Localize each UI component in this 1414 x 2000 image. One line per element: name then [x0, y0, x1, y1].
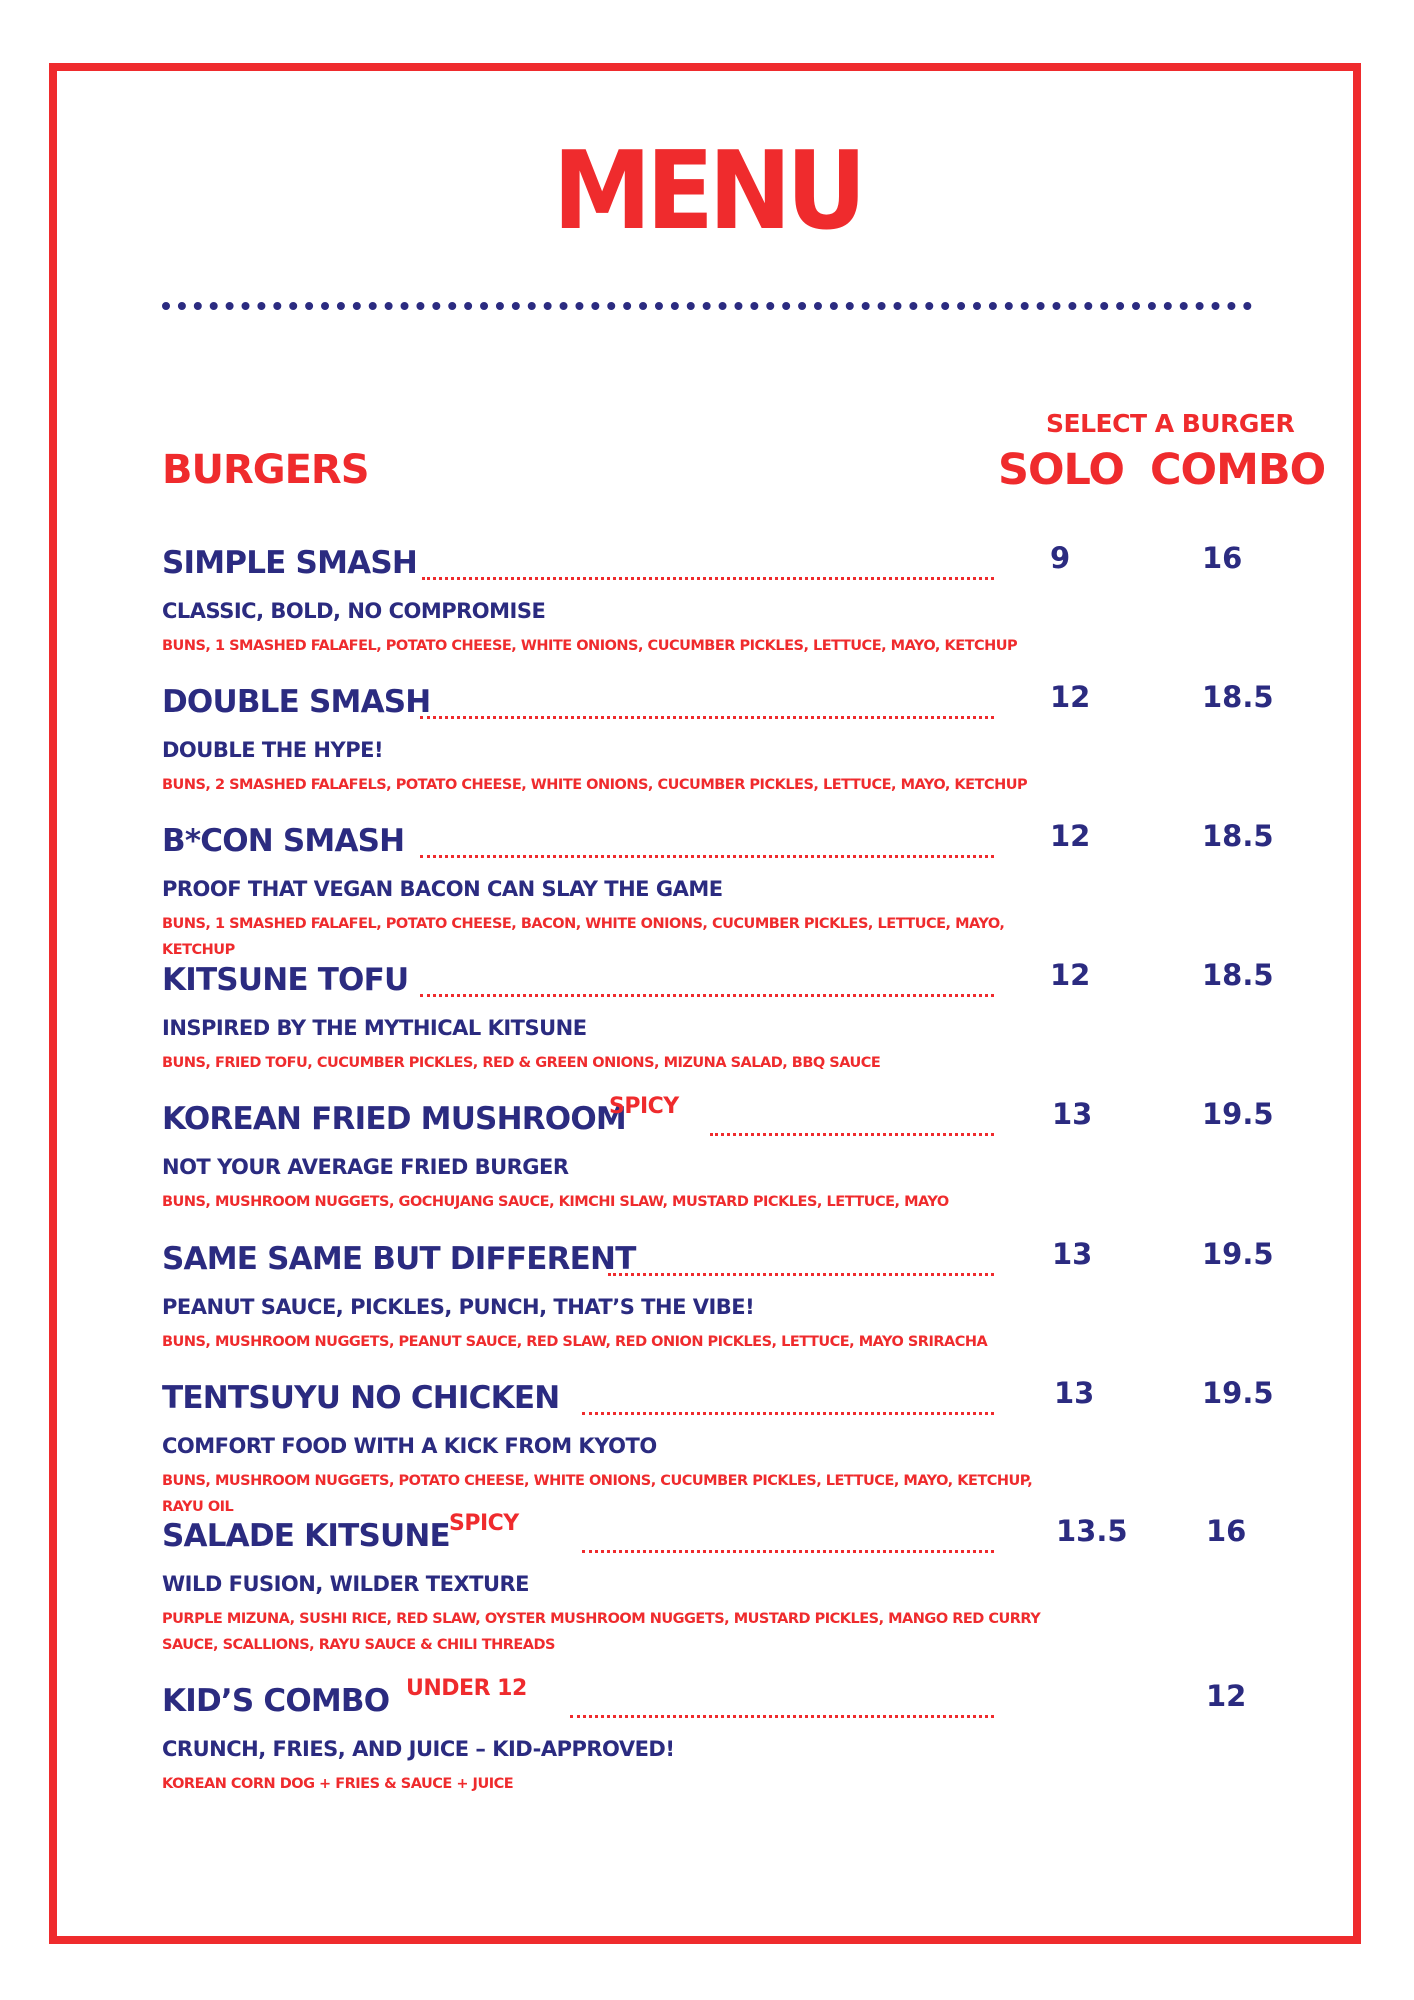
price-combo: 16	[1206, 1514, 1247, 1548]
item-tagline: DOUBLE THE HYPE!	[162, 738, 384, 762]
item-tag: UNDER 12	[406, 1676, 527, 1701]
menu-item	[162, 958, 1312, 1103]
section-title-burgers: BURGERS	[162, 447, 369, 493]
price-solo: 12	[1050, 958, 1091, 992]
price-solo: 13.5	[1056, 1514, 1128, 1548]
menu-item	[162, 541, 1312, 686]
menu-item	[162, 1237, 1312, 1382]
dotted-leader	[710, 1128, 994, 1136]
price-combo: 19.5	[1202, 1376, 1274, 1410]
item-ingredients: BUNS, 2 SMASHED FALAFELS, POTATO CHEESE, WHITE ONIONS, CUCUMBER PICKLES, LETTUCE, MAYO, KETCHUP	[162, 777, 1028, 793]
price-combo: 18.5	[1202, 958, 1274, 992]
price-combo: 16	[1202, 541, 1243, 575]
item-tag: SPICY	[609, 1094, 679, 1119]
item-ingredients: BUNS, 1 SMASHED FALAFEL, POTATO CHEESE, BACON, WHITE ONIONS, CUCUMBER PICKLES, LETTUCE, MAYO, KETCHUP	[162, 916, 1005, 958]
menu-item	[162, 1376, 1312, 1521]
dotted-leader	[420, 850, 994, 858]
item-ingredients: BUNS, MUSHROOM NUGGETS, PEANUT SAUCE, RED SLAW, RED ONION PICKLES, LETTUCE, MAYO SRIRACHA	[162, 1334, 988, 1350]
column-header-combo: COMBO	[1150, 445, 1326, 495]
item-name: SALADE KITSUNE	[162, 1518, 450, 1554]
price-solo: 12	[1050, 819, 1091, 853]
item-tagline: CLASSIC, BOLD, NO COMPROMISE	[162, 599, 546, 623]
dotted-leader	[608, 1268, 994, 1276]
item-tagline: PROOF THAT VEGAN BACON CAN SLAY THE GAME	[162, 877, 723, 901]
price-solo: 13	[1052, 1237, 1093, 1271]
item-name: KOREAN FRIED MUSHROOM	[162, 1101, 626, 1137]
item-tagline: WILD FUSION, WILDER TEXTURE	[162, 1572, 530, 1596]
item-ingredients: KOREAN CORN DOG + FRIES & SAUCE + JUICE	[162, 1776, 514, 1792]
item-ingredients: BUNS, MUSHROOM NUGGETS, GOCHUJANG SAUCE, KIMCHI SLAW, MUSTARD PICKLES, LETTUCE, MAYO	[162, 1194, 949, 1210]
item-tagline: NOT YOUR AVERAGE FRIED BURGER	[162, 1155, 569, 1179]
dotted-leader	[582, 1407, 994, 1415]
item-name: SAME SAME BUT DIFFERENT	[162, 1241, 636, 1277]
item-ingredients: BUNS, 1 SMASHED FALAFEL, POTATO CHEESE, WHITE ONIONS, CUCUMBER PICKLES, LETTUCE, MAYO, KETCHUP	[162, 638, 1018, 654]
dotted-divider	[162, 302, 1252, 316]
dotted-leader	[420, 989, 994, 997]
menu-item	[162, 819, 1312, 964]
item-ingredients: BUNS, MUSHROOM NUGGETS, POTATO CHEESE, WHITE ONIONS, CUCUMBER PICKLES, LETTUCE, MAYO, KETCHUP, RAYU OIL	[162, 1473, 1033, 1515]
item-tagline: CRUNCH, FRIES, AND JUICE – KID-APPROVED!	[162, 1737, 675, 1761]
item-name: KITSUNE TOFU	[162, 962, 409, 998]
menu-title: MENU	[552, 129, 862, 254]
item-name: SIMPLE SMASH	[162, 545, 417, 581]
item-name: B*CON SMASH	[162, 823, 405, 859]
item-ingredients: PURPLE MIZUNA, SUSHI RICE, RED SLAW, OYSTER MUSHROOM NUGGETS, MUSTARD PICKLES, MANGO RED CURRY SAUCE, SCALLIONS, RAYU SAUCE & CHILI THREADS	[162, 1611, 1041, 1653]
menu-item	[162, 1511, 1312, 1659]
select-burger-label: SELECT A BURGER	[1046, 409, 1295, 438]
dotted-leader	[422, 572, 994, 580]
item-tagline: INSPIRED BY THE MYTHICAL KITSUNE	[162, 1016, 587, 1040]
item-tagline: COMFORT FOOD WITH A KICK FROM KYOTO	[162, 1434, 657, 1458]
item-tag: SPICY	[449, 1511, 519, 1536]
dotted-leader	[570, 1710, 994, 1718]
dotted-leader	[582, 1545, 994, 1553]
item-tagline: PEANUT SAUCE, PICKLES, PUNCH, THAT’S THE VIBE!	[162, 1295, 755, 1319]
price-combo: 12	[1206, 1679, 1247, 1713]
dotted-leader	[420, 711, 994, 719]
menu-item	[162, 1676, 1312, 1824]
price-solo: 13	[1054, 1376, 1095, 1410]
menu-item	[162, 1094, 1312, 1242]
item-name: KID’S COMBO	[162, 1683, 390, 1719]
item-ingredients: BUNS, FRIED TOFU, CUCUMBER PICKLES, RED & GREEN ONIONS, MIZUNA SALAD, BBQ SAUCE	[162, 1055, 881, 1071]
column-header-solo: SOLO	[998, 445, 1124, 495]
price-solo: 9	[1050, 541, 1071, 575]
price-combo: 18.5	[1202, 680, 1274, 714]
price-combo: 19.5	[1202, 1097, 1274, 1131]
price-combo: 19.5	[1202, 1237, 1274, 1271]
price-solo: 13	[1052, 1097, 1093, 1131]
item-name: TENTSUYU NO CHICKEN	[162, 1380, 560, 1416]
menu-item	[162, 680, 1312, 825]
price-solo: 12	[1050, 680, 1091, 714]
price-combo: 18.5	[1202, 819, 1274, 853]
item-name: DOUBLE SMASH	[162, 684, 431, 720]
